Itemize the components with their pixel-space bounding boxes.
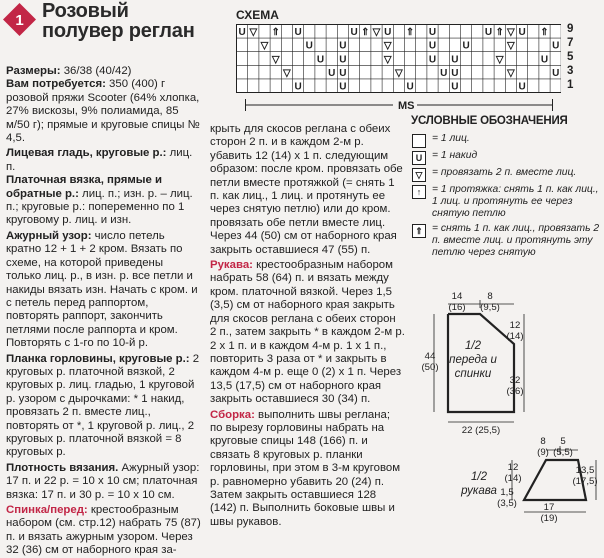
sleeves-paragraph	[210, 259, 405, 406]
k2tog-icon: ▽	[249, 27, 258, 39]
yarn-over-icon: U	[350, 27, 358, 39]
yarn-over-icon: U	[540, 54, 549, 66]
yarn-over-icon: U	[238, 27, 246, 39]
sk2po-icon: ⇑	[540, 27, 549, 39]
yarn-over-icon: U	[339, 67, 347, 79]
instructions-column-1	[6, 65, 201, 558]
yarn-over-icon: U	[294, 81, 302, 93]
lace-label: Ажурный узор:	[6, 229, 92, 242]
sk2po-icon: ⇑	[361, 27, 370, 39]
sleeves-label: Рукава:	[210, 259, 253, 272]
repeat-label: MS	[398, 100, 415, 112]
dim-half-width: 22 (25,5)	[461, 425, 501, 436]
k2tog-icon: ▽	[383, 54, 392, 66]
back-continued: крыть для скосов реглана с обеих сторон 2 п. и в каждом 2-м р. убавить 12 (14) х 1 п. следующим образом: после кром. провязать обе петли вместе протяжкой (= снять 1 п. как лиц., 1 лиц. и протянуть ее через снятую петлю) или до кром. провязать обе петли вместе лиц. Через 44 (50) см от наборного края закрыть оставшиеся 47 (55) п.	[210, 123, 403, 256]
sk2po-icon: ⇑	[271, 27, 280, 39]
stockinette-paragraph	[6, 147, 201, 174]
yarn-over-icon: U	[339, 81, 347, 93]
k2tog-icon: ▽	[395, 67, 403, 79]
yarn-over-icon: U	[552, 67, 560, 79]
yarn-over-icon: U	[406, 81, 414, 93]
yarn-over-icon: U	[518, 27, 526, 39]
back-paragraph	[6, 504, 201, 558]
sizes-value: 36/38 (40/42)	[60, 65, 132, 77]
garter-label: Платочная вязка, прямые и обратные р.:	[6, 174, 163, 200]
yarn-over-icon: U	[305, 40, 313, 52]
materials-value: 350 (400) г розовой пряжи Scooter (64% хлопка, 27% вискозы, 9% полиамида, 85 м/50 г); прямые и круговые спицы № 4,5.	[6, 78, 200, 145]
sk2po-icon: ⇑	[405, 27, 415, 39]
sizes-label: Размеры:	[6, 65, 61, 77]
dim-raglan-depth: 12 (14)	[506, 320, 524, 342]
row-number: 5	[567, 51, 574, 63]
legend-text: = 1 протяжка: снять 1 п. как лиц., 1 лиц. и протянуть ее через снятую петлю	[432, 184, 599, 219]
chart-title: СХЕМА	[236, 8, 279, 22]
materials-label: Вам потребуется:	[6, 78, 106, 91]
sk2po-icon: ⇑	[495, 27, 504, 39]
k2tog-icon: ▽	[412, 168, 426, 182]
lace-paragraph	[6, 230, 201, 351]
yarn-over-icon: U	[462, 40, 470, 52]
neck-paragraph	[6, 353, 201, 460]
yarn-over-icon: U	[339, 54, 347, 66]
legend-item	[412, 184, 602, 220]
yarn-over-icon: U	[451, 54, 459, 66]
yarn-over-icon: U	[428, 40, 437, 52]
yarn-over-icon: U	[328, 67, 336, 79]
yarn-over-icon: U	[484, 27, 493, 39]
yarn-over-icon: U	[412, 151, 426, 165]
chart-cells	[237, 25, 562, 93]
legend-text: = 1 накид	[432, 150, 478, 161]
sk2po-icon: ⇑	[412, 224, 426, 238]
k2tog-icon: ▽	[383, 40, 392, 52]
dim-sleeve-height: 13,5 (17,5)	[572, 465, 598, 487]
body-piece-name: 1/2 переда и спинки	[449, 340, 497, 380]
garter-paragraph	[6, 174, 201, 228]
yarn-over-icon: U	[316, 54, 325, 66]
legend-item	[412, 167, 602, 181]
dim-sleeve-top-b: 5 (5,5)	[553, 436, 573, 458]
lace-value: число петель кратно 12 + 1 + 2 кром. Вязать по схеме, на которой приведены только лиц. р., в изн. р. все петли и накиды вязать изн. Начать с кром. и с петель перед раппортом, повторять раппорт, закончить петлями после раппорта и кром. Повторять с 1-го по 10-й р.	[6, 229, 198, 350]
assembly-value: выполнить швы реглана; по вырезу горловины набрать на круговые спицы 148 (166) п. и связать 8 круговых р. планки горловины, при этом в 3-м круговом р. равномерно убавить 20 (24) п. Затем закрыть оставшиеся 128 (142) п. Выполнить боковые швы и швы рукавов.	[210, 408, 401, 528]
dim-sleeve-cuff: 1,5 (3,5)	[497, 487, 517, 509]
knitting-chart-grid	[236, 24, 561, 94]
skpo-icon: ↑	[412, 185, 426, 199]
row-number: 9	[567, 23, 574, 35]
dim-neck-half: 14 (16)	[448, 291, 466, 313]
k2tog-icon: ▽	[495, 54, 504, 66]
legend-item	[412, 223, 602, 259]
pattern-number: 1	[15, 12, 24, 29]
assembly-label: Сборка:	[210, 408, 255, 421]
dim-sleeve-raglan: 12 (14)	[504, 462, 522, 484]
dim-side-length: 32 (36)	[506, 375, 524, 397]
neck-value: 2 круговых р. платочной вязкой, 2 круговых р. лиц. гладью, 1 круговой р. узором с дырочками: * 1 накид, провязать 2 п. вместе лиц., повторять от *, 1 круговой р. лиц., 2 круговых р. платочной вязкой = 8 круговых р.	[6, 352, 200, 459]
legend-text: = провязать 2 п. вместе лиц.	[432, 167, 577, 178]
legend-text: = 1 лиц.	[432, 133, 470, 144]
legend-text: = снять 1 п. как лиц., провязать 2 п. вместе лиц. и протянуть эту петлю через снятую	[432, 223, 600, 258]
knit-stitch-icon	[412, 134, 426, 148]
sleeve-piece-name: 1/2 рукава	[461, 471, 497, 497]
k2tog-icon: ▽	[507, 27, 515, 39]
legend-item	[412, 150, 602, 164]
sleeves-value: крестообразным набором набрать 58 (64) п. и вязать между кром. платочной вязкой. Через 1,5 (3,5) см от наборного края закрыть для скосов реглана с обеих сторон 2 п., затем закрыть * в каждом 2-м р. 2 х 1 п. и в каждом 4-м р. 1 х 1 п., повторить 3 раза от * и закрыть в каждом 4-м р. еще 0 (2) х 1 п. Через 13,5 (17,5) см от наборного края закрыть оставшиеся 30 (34) п.	[210, 259, 405, 406]
back-value: крестообразным набором (см. стр.12) набрать 75 (87) п. и вязать ажурным узором. Через 32 (36) см от наборного края за-	[6, 504, 201, 557]
dim-total-length: 44 (50)	[421, 351, 439, 373]
yarn-over-icon: U	[552, 40, 560, 52]
yarn-over-icon: U	[294, 27, 302, 39]
yarn-over-icon: U	[384, 27, 392, 39]
neck-label: Планка горловины, круговые р.:	[6, 352, 190, 365]
page-title: Розовый полувер реглан	[42, 0, 195, 42]
row-number: 1	[567, 79, 574, 91]
legend-item	[412, 133, 602, 147]
yarn-over-icon: U	[428, 54, 437, 66]
back-label: Спинка/перед:	[6, 504, 88, 516]
pattern-number-badge	[3, 3, 36, 36]
gauge-paragraph	[6, 462, 201, 502]
assembly-paragraph	[210, 409, 405, 530]
dim-sleeve-top-a: 8 (9)	[537, 436, 549, 458]
gauge-label: Плотность вязания.	[6, 461, 119, 474]
stockinette-label: Лицевая гладь, круговые р.:	[6, 147, 167, 160]
k2tog-icon: ▽	[283, 67, 291, 79]
k2tog-icon: ▽	[372, 27, 381, 39]
instructions-column-2	[210, 123, 405, 529]
materials-paragraph	[6, 78, 201, 145]
k2tog-icon: ▽	[271, 54, 280, 66]
dim-sleeve-width: 17 (19)	[540, 502, 558, 524]
row-number: 7	[567, 37, 574, 49]
sizes-paragraph	[6, 65, 201, 78]
yarn-over-icon: U	[440, 67, 448, 79]
yarn-over-icon: U	[451, 81, 459, 93]
k2tog-icon: ▽	[260, 40, 269, 52]
k2tog-icon: ▽	[507, 40, 515, 52]
yarn-over-icon: U	[518, 81, 526, 93]
yarn-over-icon: U	[428, 27, 437, 39]
yarn-over-icon: U	[339, 40, 347, 52]
k2tog-icon: ▽	[507, 67, 515, 79]
stockinette-value: лиц. п.	[6, 147, 193, 173]
legend-title: УСЛОВНЫЕ ОБОЗНАЧЕНИЯ	[411, 115, 568, 127]
row-number: 3	[567, 65, 574, 77]
garter-value: лиц. п.; изн. р. – лиц. п.; круговые р.: попеременно по 1 круговому р. лиц. и изн.	[6, 187, 193, 227]
gauge-value: Ажурный узор: 17 п. и 22 р. = 10 х 10 см; платочная вязка: 17 п. и 30 р. = 10 х 10 см.	[6, 461, 200, 501]
yarn-over-icon: U	[451, 67, 459, 79]
dim-shoulder: 8 (9,5)	[480, 291, 500, 313]
